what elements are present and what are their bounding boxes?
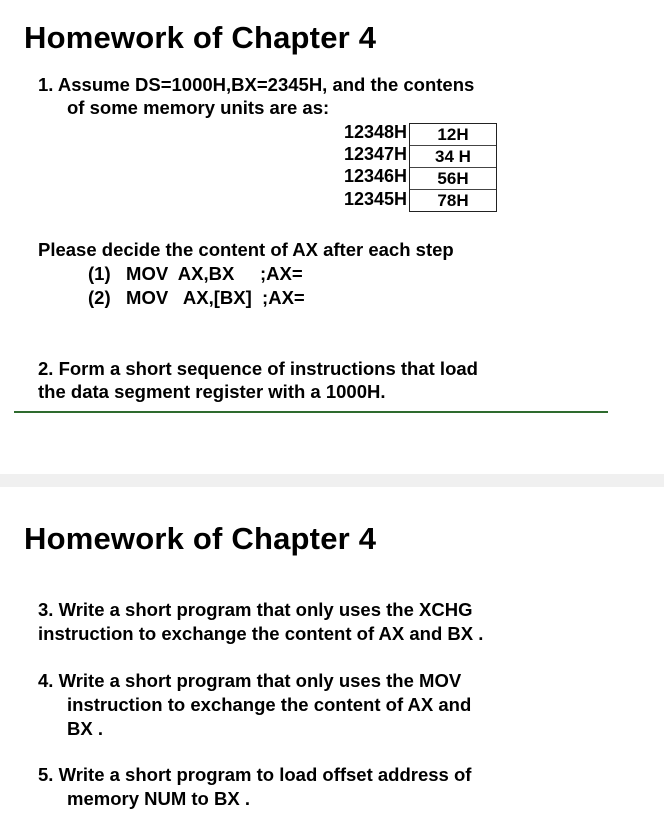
memory-value: 56H <box>410 168 496 190</box>
slide-1-title: Homework of Chapter 4 <box>24 20 377 55</box>
question-4-line-3: BX . <box>67 718 103 739</box>
memory-address: 12347H <box>343 144 407 164</box>
step-1: (1) MOV AX,BX ;AX= <box>88 263 303 284</box>
question-1-line-1: 1. Assume DS=1000H,BX=2345H, and the contens <box>38 74 475 95</box>
memory-value: 12H <box>410 124 496 146</box>
question-5-line-1: 5. Write a short program to load offset address of <box>38 764 472 785</box>
question-2-line-1: 2. Form a short sequence of instructions that load <box>38 358 478 379</box>
question-4-line-1: 4. Write a short program that only uses the MOV <box>38 670 462 691</box>
memory-values-box <box>409 123 497 212</box>
memory-value: 34 H <box>410 146 496 168</box>
memory-value: 78H <box>437 191 469 210</box>
memory-address: 12346H <box>343 166 407 186</box>
question-2-line-2: the data segment register with a 1000H. <box>38 381 386 402</box>
memory-address: 12348H <box>343 122 407 142</box>
question-1-line-2: of some memory units are as: <box>67 97 330 118</box>
question-3-line-2: instruction to exchange the content of AX and BX . <box>38 623 484 644</box>
slide-2-title: Homework of Chapter 4 <box>24 521 377 556</box>
divider-rule <box>14 411 608 413</box>
slide-2 <box>0 487 664 830</box>
step-2: (2) MOV AX,[BX] ;AX= <box>88 287 305 308</box>
question-4-line-2: instruction to exchange the content of AX and <box>67 694 472 715</box>
question-3-line-1: 3. Write a short program that only uses the XCHG <box>38 599 473 620</box>
decide-instruction: Please decide the content of AX after each step <box>38 239 454 260</box>
memory-address: 12345H <box>343 189 407 209</box>
question-5-line-2: memory NUM to BX . <box>67 788 250 809</box>
